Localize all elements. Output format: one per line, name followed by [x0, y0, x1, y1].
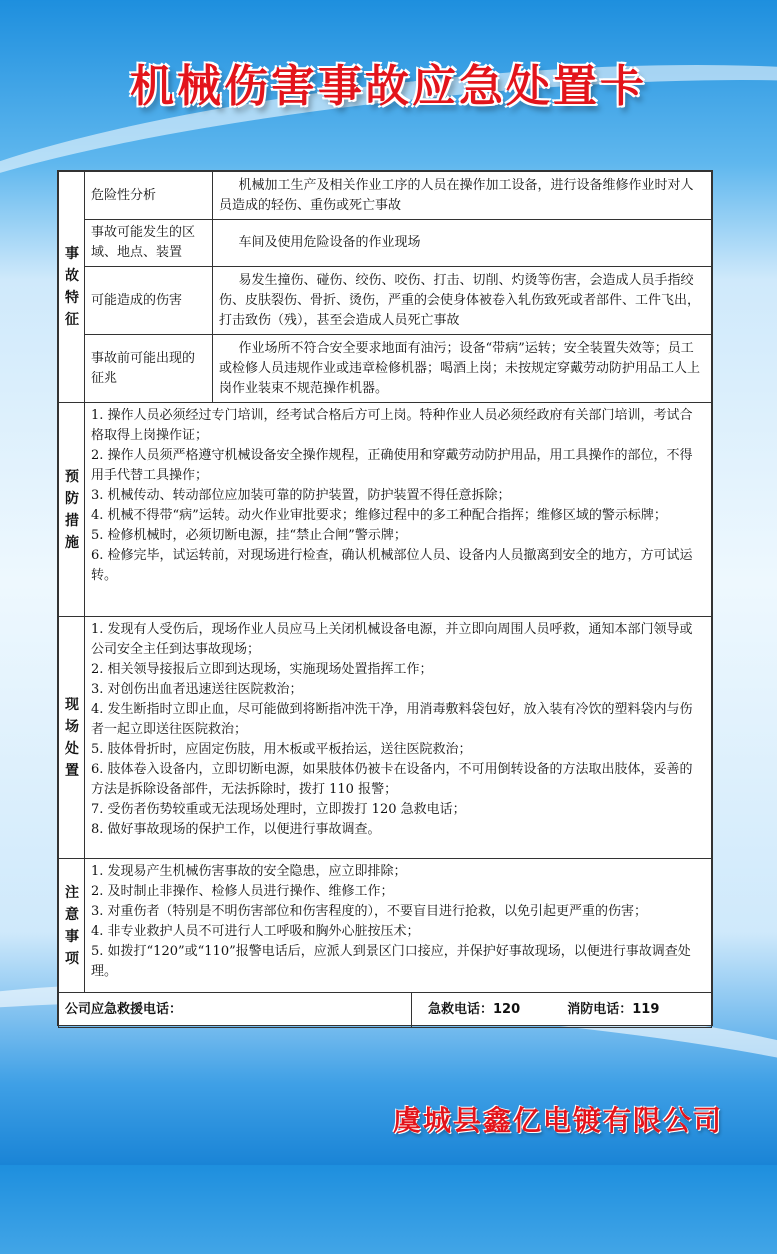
list-item: 3. 机械传动、转动部位应加装可靠的防护装置，防护装置不得任意拆除；: [91, 488, 511, 503]
list-item: 4. 发生断指时立即止血，尽可能做到将断指冲洗干净，用消毒敷料袋包好，放入装有冷饮的塑料袋内与伤者一起立即送往医院救治；: [91, 702, 693, 737]
list-item: 4. 非专业救护人员不可进行人工呼吸和胸外心脏按压术；: [91, 924, 420, 939]
list-item: 6. 检修完毕，试运转前，对现场进行检查，确认机械部位人员、设备内人员撤离到安全的地方，方可试运转。: [91, 548, 693, 583]
feature-row: [59, 267, 712, 335]
onsite-row: [59, 617, 712, 859]
prevention-row: [59, 403, 712, 617]
feature-row: [59, 335, 712, 403]
category-onsite: 现 场 处 置: [59, 617, 85, 859]
category-prevention: 预 防 措 施: [59, 403, 85, 617]
feature-row: [59, 172, 712, 220]
feature-text: 作业场所不符合安全要求地面有油污；设备“带病”运转；安全装置失效等；员工或检修人员违规作业或违章检修机器；喝酒上岗；未按规定穿戴劳动防护用品工人上岗作业装束不规范操作机器。: [213, 335, 712, 403]
list-item: 3. 对创伤出血者迅速送往医院救治；: [91, 682, 303, 697]
list-item: 1. 操作人员必须经过专门培训，经考试合格后方可上岗。特种作业人员必须经政府有关部门培训，考试合格取得上岗操作证；: [91, 408, 693, 443]
emergency-table: [58, 171, 712, 1028]
fire-phone: 消防电话：119: [567, 1002, 660, 1017]
list-item: 2. 及时制止非操作、检修人员进行操作、维修工作；: [91, 884, 394, 899]
feature-label: 危险性分析: [85, 172, 213, 220]
feature-text: 易发生撞伤、碰伤、绞伤、咬伤、打击、切削、灼烫等伤害，会造成人员手指绞伤、皮肤裂伤、骨折、烫伤，严重的会使身体被卷入轧伤致死或者部件、工件飞出，打击致伤（残），甚至会造成人员死亡事故: [213, 267, 712, 335]
company-name: 虞城县鑫亿电镀有限公司: [392, 1104, 723, 1137]
list-item: 5. 如拨打“120”或“110”报警电话后，应派人到景区门口接应，并保护好事故现场，以便进行事故调查处理。: [91, 944, 691, 979]
onsite-list: [85, 617, 712, 859]
feature-label: 事故可能发生的区域、地点、装置: [85, 220, 213, 267]
list-item: 1. 发现有人受伤后，现场作业人员应马上关闭机械设备电源，并立即向周围人员呼救，通知本部门领导或公司安全主任到达事故现场；: [91, 622, 693, 657]
list-item: 5. 肢体骨折时，应固定伤肢，用木板或平板抬运，送往医院救治；: [91, 742, 472, 757]
list-item: 2. 相关领导接报后立即到达现场，实施现场处置指挥工作；: [91, 662, 433, 677]
list-item: 8. 做好事故现场的保护工作，以便进行事故调查。: [91, 822, 381, 837]
list-item: 6. 肢体卷入设备内，立即切断电源，如果肢体仍被卡在设备内，不可用倒转设备的方法取出肢体，妥善的方法是拆除设备部件，无法拆除时，拨打 110 报警；: [91, 762, 693, 797]
feature-text: 车间及使用危险设备的作业现场: [213, 220, 712, 267]
emergency-card: [57, 170, 713, 1026]
list-item: 5. 检修机械时，必须切断电源，挂“禁止合闸”警示牌；: [91, 528, 407, 543]
prevention-list: [85, 403, 712, 617]
notes-list: [85, 859, 712, 993]
list-item: 1. 发现易产生机械伤害事故的安全隐患，应立即排除；: [91, 864, 407, 879]
category-notes: 注 意 事 项: [59, 859, 85, 993]
notes-row: [59, 859, 712, 993]
company-phone-label: 公司应急救援电话：: [59, 993, 412, 1027]
list-item: 7. 受伤者伤势较重或无法现场处理时，立即拨打 120 急救电话；: [91, 802, 466, 817]
feature-row: [59, 220, 712, 267]
page-title: 机械伤害事故应急处置卡: [130, 61, 647, 112]
feature-label: 可能造成的伤害: [85, 267, 213, 335]
list-item: 2. 操作人员须严格遵守机械设备安全操作规程，正确使用和穿戴劳动防护用品，用工具操作的部位，不得用手代替工具操作；: [91, 448, 693, 483]
emergency-phone: 急救电话：120: [428, 1002, 521, 1017]
feature-text: 机械加工生产及相关作业工序的人员在操作加工设备，进行设备维修作业时对人员造成的轻伤、重伤或死亡事故: [213, 172, 712, 220]
category-features: 事 故 特 征: [59, 172, 85, 403]
list-item: 4. 机械不得带“病”运转。动火作业审批要求；维修过程中的多工种配合指挥；维修区域的警示标牌；: [91, 508, 667, 523]
phone-row: [59, 993, 712, 1028]
list-item: 3. 对重伤者（特别是不明伤害部位和伤害程度的），不要盲目进行抢救，以免引起更严重的伤害；: [91, 904, 648, 919]
feature-label: 事故前可能出现的征兆: [85, 335, 213, 403]
